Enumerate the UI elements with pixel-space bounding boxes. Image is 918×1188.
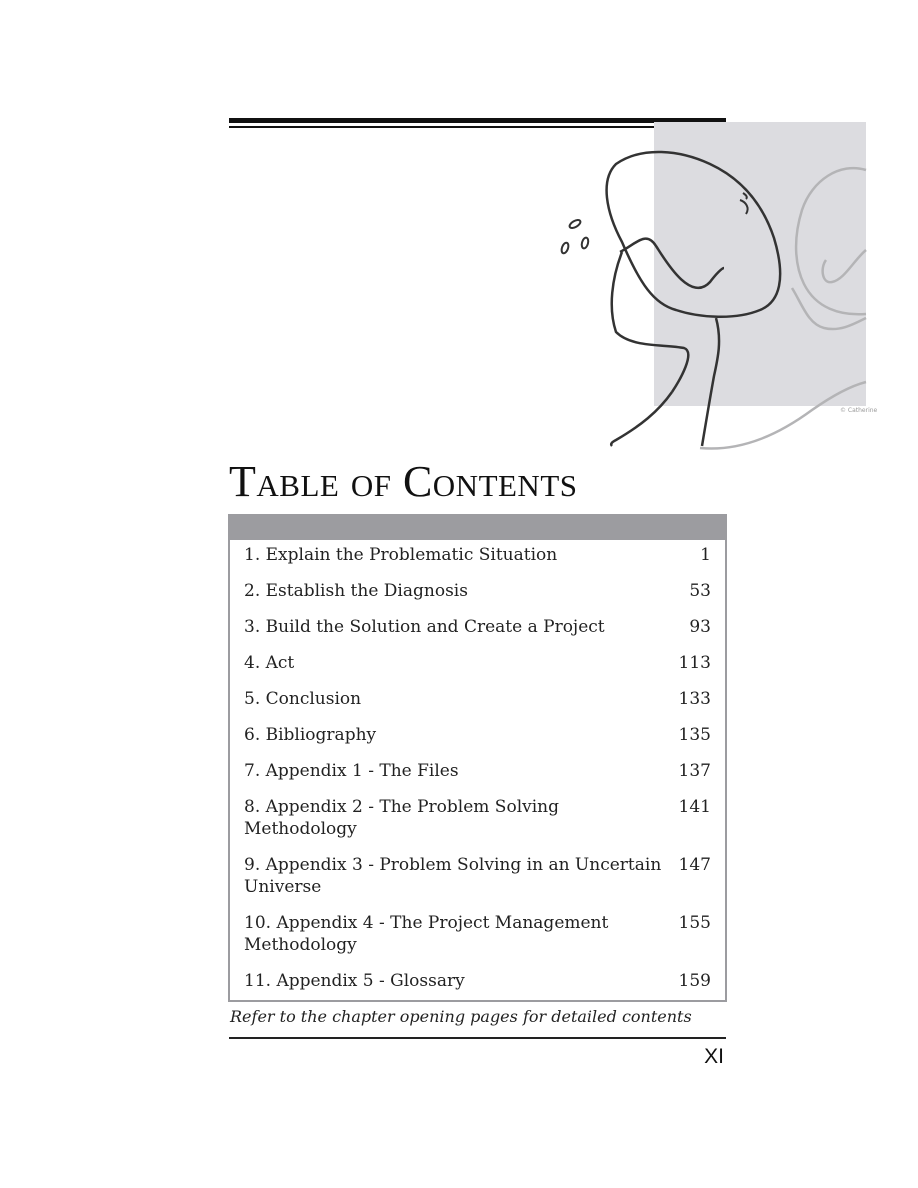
toc-entry[interactable] (244, 544, 711, 566)
toc-entry-page: 155 (678, 913, 711, 933)
toc-panel (228, 514, 727, 1002)
toc-entry-label: 3. Build the Solution and Create a Project (244, 617, 605, 637)
page-title: Table of Contents (229, 457, 578, 506)
toc-entry-page: 113 (678, 653, 711, 673)
toc-entry-label: 11. Appendix 5 - Glossary (244, 971, 465, 991)
toc-entry-page: 159 (678, 971, 711, 991)
toc-entry-label: 5. Conclusion (244, 689, 362, 709)
toc-entry-page: 1 (700, 545, 711, 565)
toc-entry[interactable] (244, 580, 711, 602)
toc-entry[interactable] (244, 616, 711, 638)
page-number: XI (704, 1045, 724, 1068)
svg-text:© Catherine: © Catherine (840, 407, 878, 414)
toc-entry-label: 2. Establish the Diagnosis (244, 581, 468, 601)
toc-entry-page: 53 (689, 581, 711, 601)
toc-entry[interactable] (244, 796, 711, 840)
toc-entry-label: 4. Act (244, 653, 295, 673)
toc-entry[interactable] (244, 970, 711, 992)
toc-entry-page: 147 (678, 855, 711, 875)
toc-entry-page: 133 (678, 689, 711, 709)
thinking-figure-illustration (540, 118, 878, 458)
toc-entry[interactable] (244, 688, 711, 710)
toc-entry-page: 137 (678, 761, 711, 781)
bottom-rule (229, 1037, 726, 1039)
toc-entry-label: 9. Appendix 3 - Problem Solving in an Uncertain Universe (244, 855, 662, 897)
toc-entry[interactable] (244, 652, 711, 674)
toc-entry-label: 10. Appendix 4 - The Project Management Methodology (244, 913, 609, 955)
toc-list (230, 540, 725, 992)
toc-entry-label: 7. Appendix 1 - The Files (244, 761, 459, 781)
toc-entry[interactable] (244, 724, 711, 746)
toc-entry[interactable] (244, 760, 711, 782)
toc-entry-page: 135 (678, 725, 711, 745)
toc-caption: Refer to the chapter opening pages for detailed contents (230, 1007, 692, 1026)
toc-entry-label: 8. Appendix 2 - The Problem Solving Methodology (244, 797, 559, 839)
toc-entry-label: 6. Bibliography (244, 725, 377, 745)
toc-entry-page: 93 (689, 617, 711, 637)
toc-entry[interactable] (244, 854, 711, 898)
toc-entry-page: 141 (678, 797, 711, 817)
toc-header-bar (230, 516, 725, 540)
toc-entry[interactable] (244, 912, 711, 956)
toc-entry-label: 1. Explain the Problematic Situation (244, 545, 558, 565)
